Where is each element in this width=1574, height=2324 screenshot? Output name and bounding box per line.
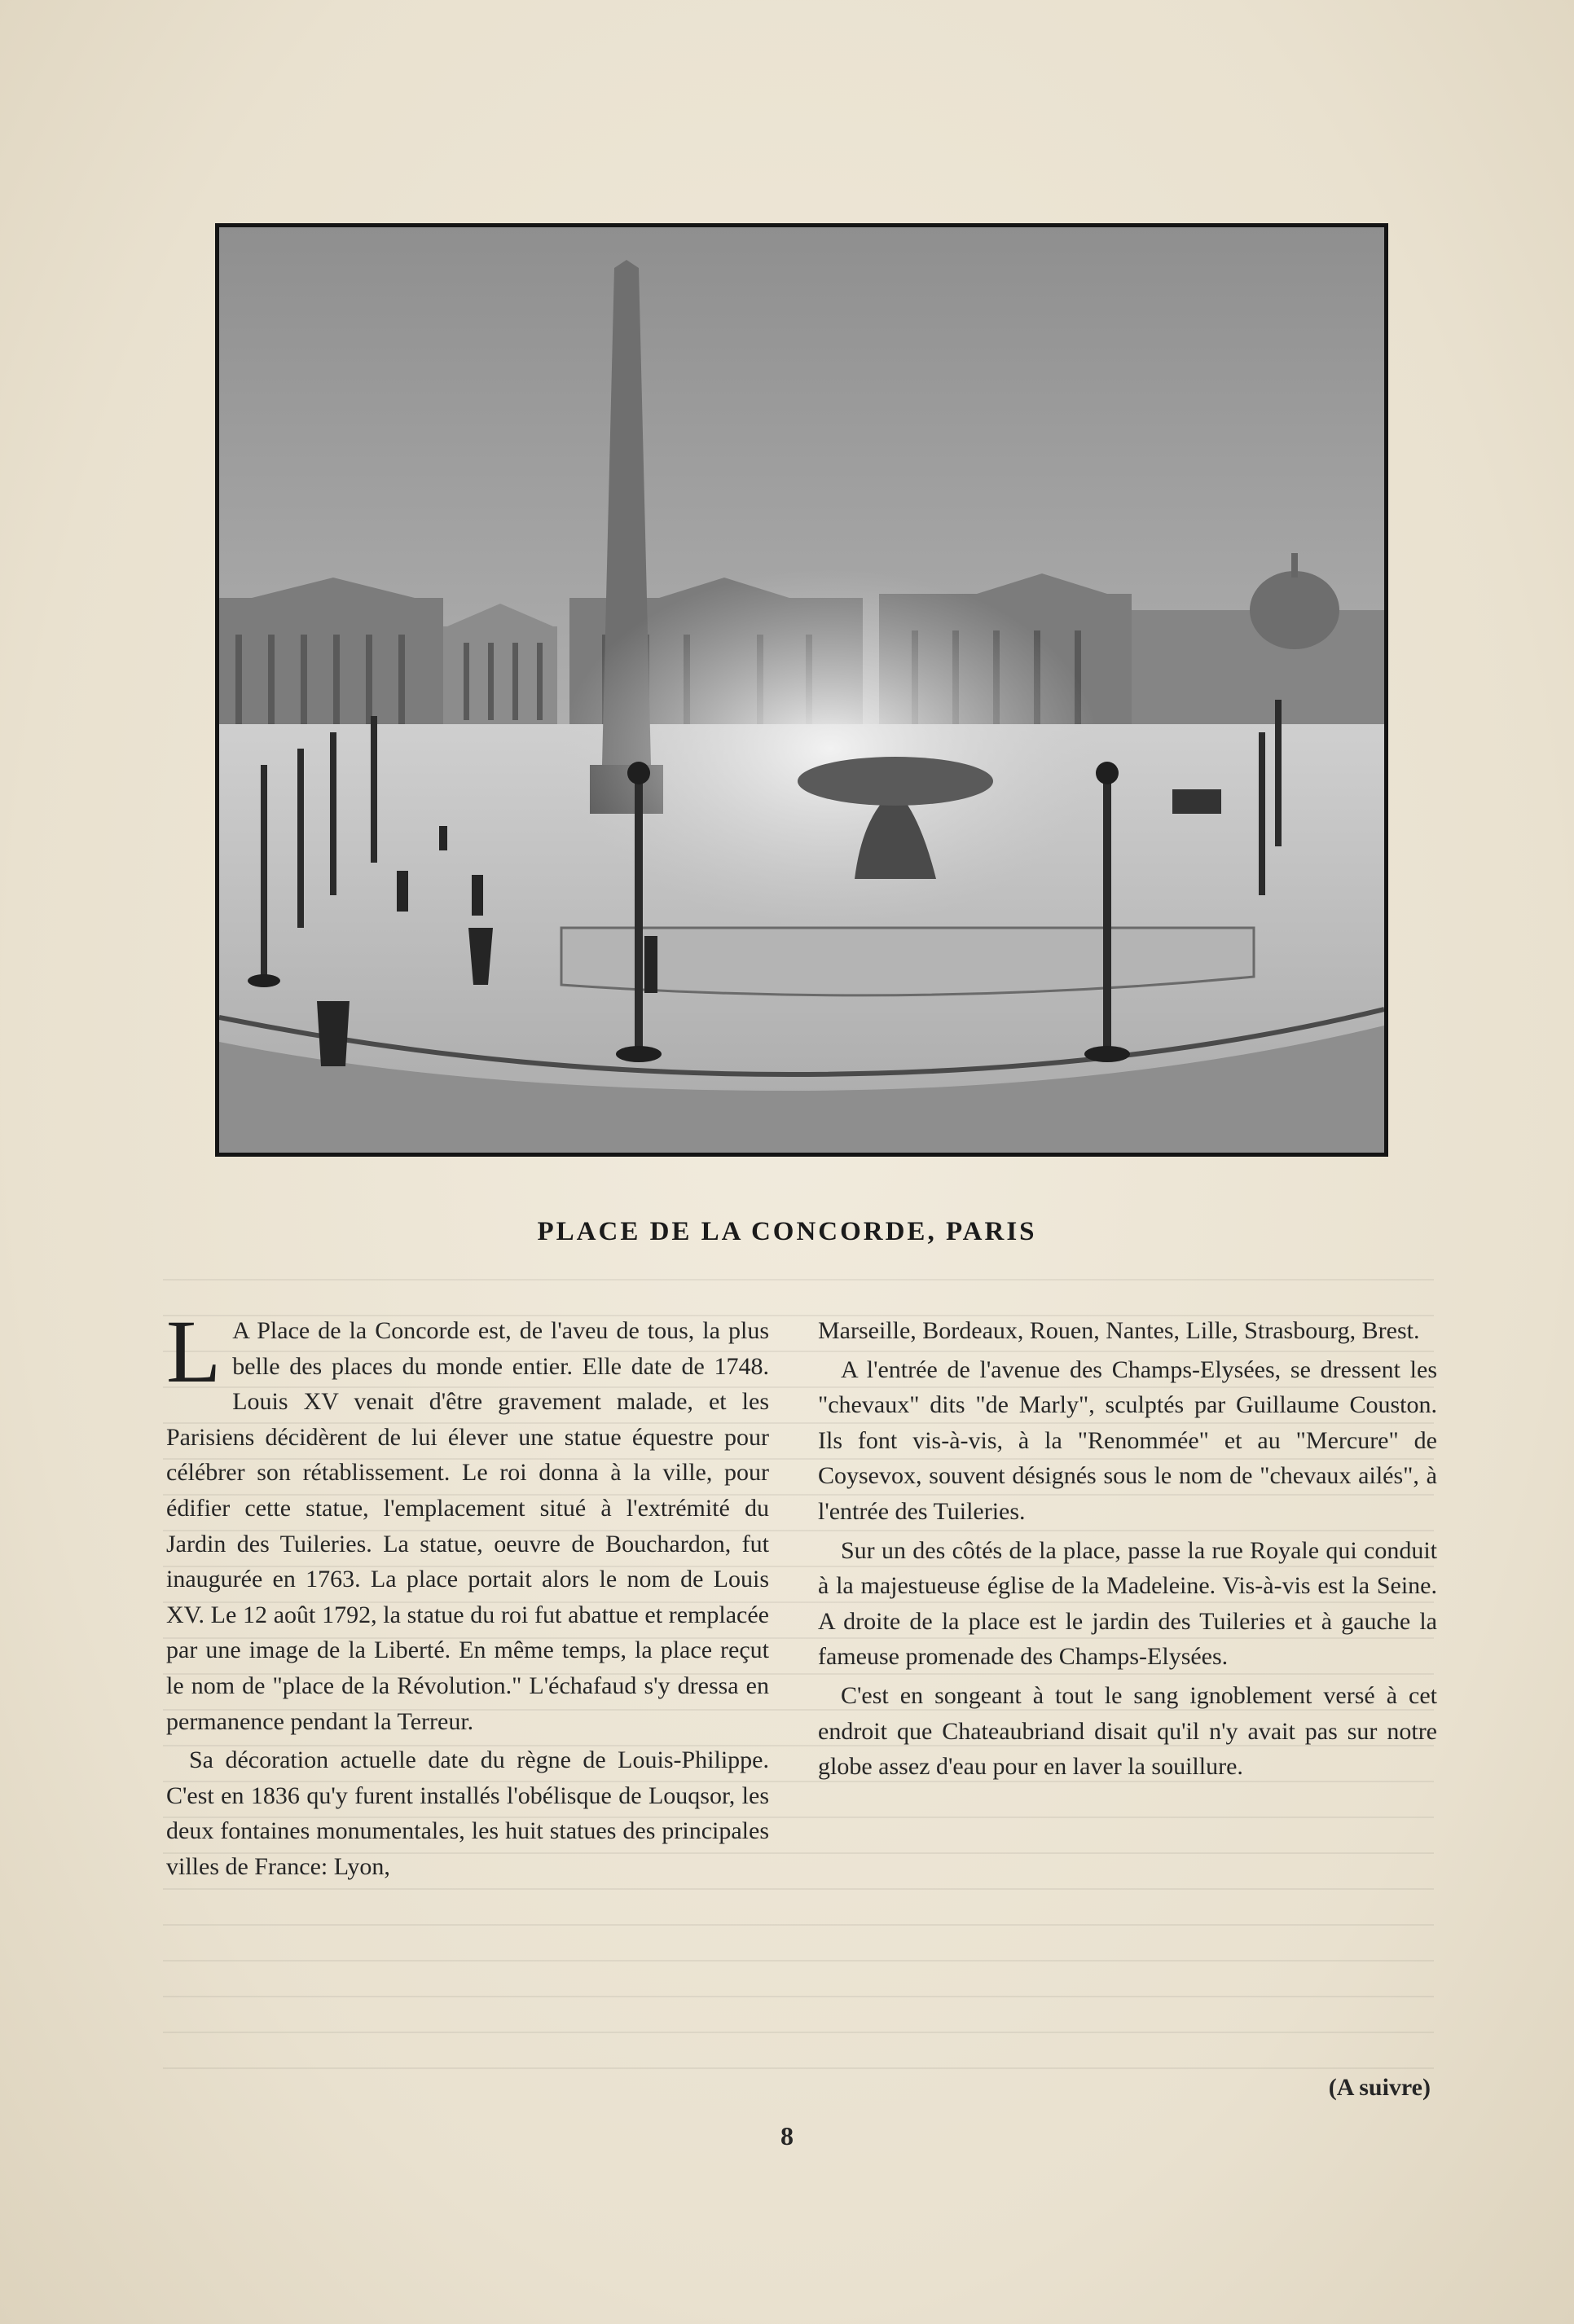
carriage xyxy=(1172,789,1221,814)
article-paragraph: A l'entrée de l'avenue des Champs-Elysées, se dressent les "chevaux" dits "de Marly", sculptés par Guillaume Couston. Ils font vis-à-vis, à la "Renommée" et au "Mercure" de Coysevox, souvent désignés sous le nom de "chevaux ailés", à l'entrée des Tuileries. xyxy=(818,1355,1437,1525)
photograph xyxy=(215,223,1388,1157)
article-column-right xyxy=(818,1313,1437,1788)
photograph-place-de-la-concorde xyxy=(219,227,1384,1153)
article-column-left xyxy=(166,1302,769,1888)
article-paragraph: Sa décoration actuelle date du règne de Louis-Philippe. C'est en 1836 qu'y furent installés l'obélisque de Louqsor, les deux fontaines monumentales, les huit statues des principales villes de France: Lyon, xyxy=(166,1746,769,1880)
fountain-basin xyxy=(561,928,1254,995)
article-paragraph: Marseille, Bordeaux, Rouen, Nantes, Lille, Strasbourg, Brest. xyxy=(818,1317,1420,1344)
article-paragraph: L A Place de la Concorde est, de l'aveu de tous, la plus belle des places du monde entier. Elle date de 1748. Louis XV venait d'être gravement malade, et les Parisiens décidèrent de lui élever une statue équestre pour célébrer son rétablissement. Le roi donna à la ville, pour édifier cette statue, l'emplacement situé à l'extrémité du Jardin des Tuileries. La statue, oeuvre de Bouchardon, fut inaugurée en 1763. La place portait alors le nom de Louis XV. Le 12 août 1792, la statue du roi fut abattue et remplacée par une image de la Liberté. En même temps, la place reçut le nom de "place de la Révolution." L'échafaud s'y dressa en permanence pendant la Terreur. xyxy=(166,1302,769,1735)
photo-caption: PLACE DE LA CONCORDE, PARIS xyxy=(537,1217,1037,1246)
drop-cap: L xyxy=(166,1302,222,1401)
article-paragraph: C'est en songeant à tout le sang ignoblement versé à cet endroit que Chateaubriand disait qu'il n'y avait pas sur notre globe assez d'eau pour en laver la souillure. xyxy=(818,1681,1437,1781)
to-be-continued: (A suivre) xyxy=(1328,2074,1431,2101)
article-paragraph: Sur un des côtés de la place, passe la rue Royale qui conduit à la majestueuse église de la Madeleine. Vis-à-vis est la Seine. A droite de la place est le jardin des Tuileries et à gauche la fameuse promenade des Champs-Elysées. xyxy=(818,1536,1437,1671)
page-number: 8 xyxy=(780,2121,794,2150)
